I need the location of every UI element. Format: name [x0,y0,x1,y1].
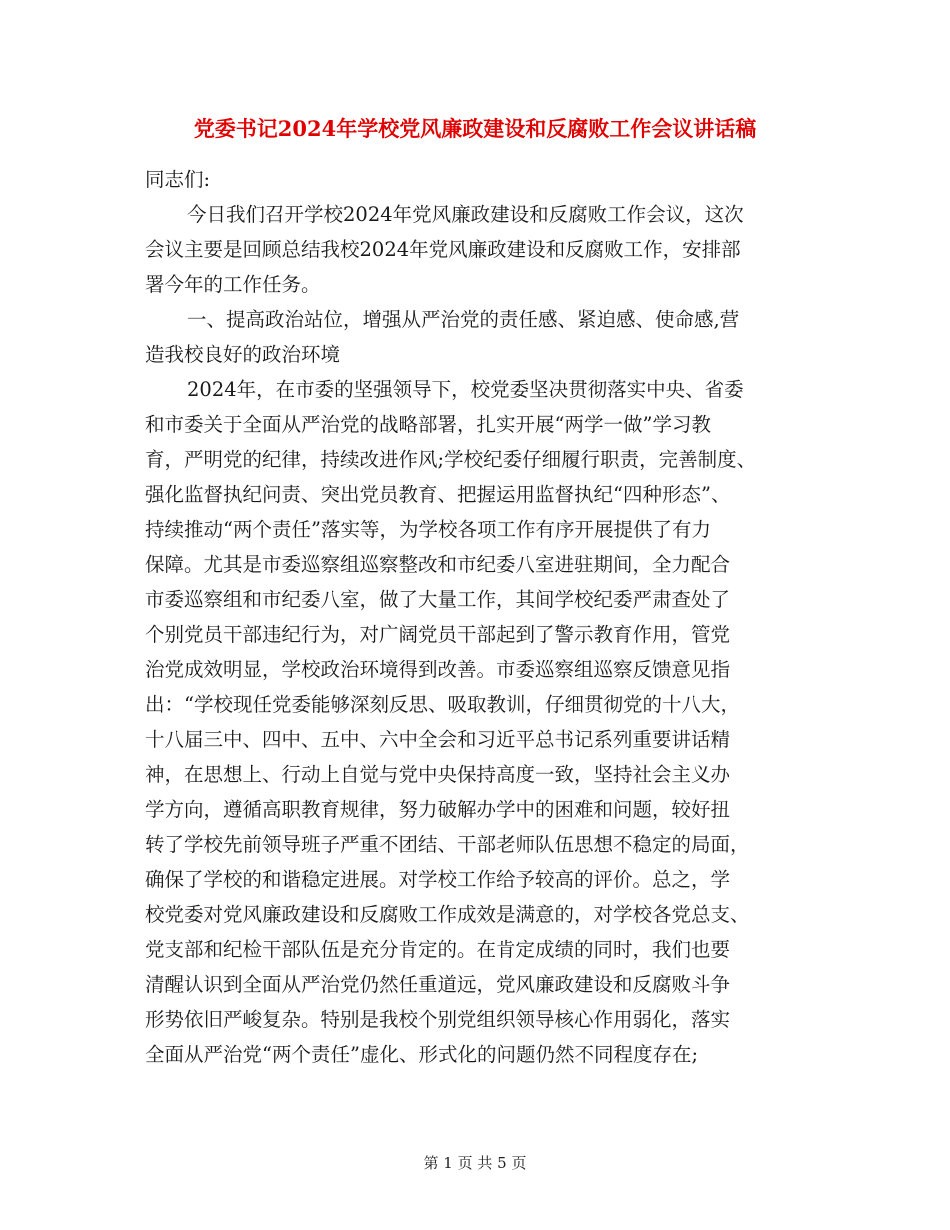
paragraph-line: 确保了学校的和谐稳定进展。对学校工作给予较高的评价。总之，学 [145,868,731,891]
paragraph-line: 十八届三中、四中、五中、六中全会和习近平总书记系列重要讲话精 [145,728,731,751]
document-body [145,162,815,1072]
paragraph-line: 2024年，在市委的坚强领导下，校党委坚决贯彻落实中央、省委 [187,378,744,401]
paragraph-line: 党支部和纪检干部队伍是充分肯定的。在肯定成绩的同时，我们也要 [145,938,731,961]
document-title: 党委书记2024年学校党风廉政建设和反腐败工作会议讲话稿 [193,116,757,141]
paragraph-line: 全面从严治党“两个责任”虚化、形式化的问题仍然不同程度存在; [145,1043,699,1066]
page-number-footer: 第 1 页 共 5 页 [423,1154,527,1172]
paragraph-line: 今日我们召开学校2024年党风廉政建设和反腐败工作会议，这次 [187,203,744,226]
paragraph-line: 保障。尤其是市委巡察组巡察整改和市纪委八室进驻期间，全力配合 [145,553,731,576]
paragraph-line: 和市委关于全面从严治党的战略部署，扎实开展“两学一做”学习教 [145,413,711,436]
paragraph-line: 持续推动“两个责任”落实等，为学校各项工作有序开展提供了有力 [145,518,711,541]
paragraph-line: 署今年的工作任务。 [145,273,321,296]
paragraph-line: 清醒认识到全面从严治党仍然任重道远，党风廉政建设和反腐败斗争 [145,973,731,996]
salutation: 同志们: [145,168,211,191]
paragraph-line: 形势依旧严峻复杂。特别是我校个别党组织领导核心作用弱化，落实 [145,1008,731,1031]
paragraph-line: 育，严明党的纪律，持续改进作风;学校纪委仔细履行职责，完善制度、 [145,448,757,471]
paragraph-line: 市委巡察组和市纪委八室，做了大量工作，其间学校纪委严肃查处了 [145,588,731,611]
paragraph-line: 校党委对党风廉政建设和反腐败工作成效是满意的，对学校各党总支、 [145,903,750,926]
paragraph-line: 出：“学校现任党委能够深刻反思、吸取教训，仔细贯彻党的十八大， [145,693,740,716]
paragraph-line: 转了学校先前领导班子严重不团结、干部老师队伍思想不稳定的局面， [145,833,750,856]
paragraph-line: 会议主要是回顾总结我校2024年党风廉政建设和反腐败工作，安排部 [145,238,741,261]
section-heading-line: 造我校良好的政治环境 [145,343,341,366]
section-heading-line: 一、提高政治站位，增强从严治党的责任感、紧迫感、使命感,营 [187,308,740,331]
paragraph-line: 强化监督执纪问责、突出党员教育、把握运用监督执纪“四种形态”、 [145,483,731,506]
paragraph-line: 学方向，遵循高职教育规律，努力破解办学中的困难和问题，较好扭 [145,798,731,821]
paragraph-line: 个别党员干部违纪行为，对广阔党员干部起到了警示教育作用，管党 [145,623,731,646]
paragraph-line: 治党成效明显，学校政治环境得到改善。市委巡察组巡察反馈意见指 [145,658,731,681]
paragraph-line: 神，在思想上、行动上自觉与党中央保持高度一致，坚持社会主义办 [145,763,731,786]
